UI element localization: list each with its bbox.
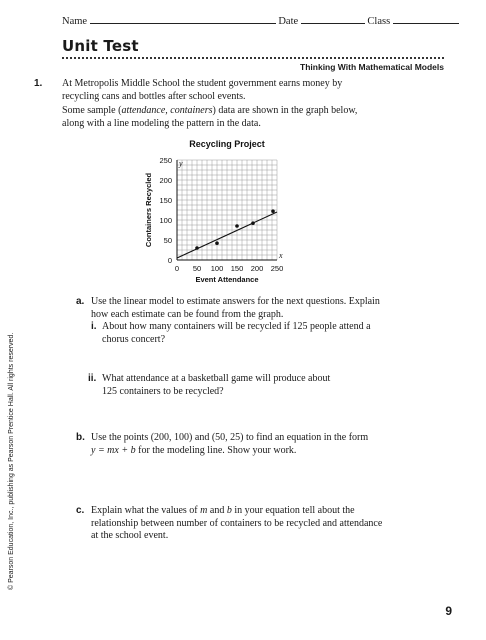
part-a-i-line-2: chorus concert?	[102, 333, 166, 345]
part-a-ii-line-2: 125 containers to be recycled?	[102, 385, 224, 397]
y-axis-label: Containers Recycled	[144, 172, 153, 248]
x-tick-label: 200	[250, 264, 264, 273]
class-field[interactable]	[393, 14, 459, 24]
sample-text-italic: attendance, containers	[121, 105, 213, 116]
part-a-i-text	[102, 321, 452, 346]
var-b: b	[226, 505, 232, 516]
y-tick-label: 200	[159, 176, 172, 185]
part-b-text	[91, 432, 461, 457]
y-tick-label: 0	[167, 256, 172, 265]
x-tick-label: 0	[174, 264, 180, 273]
header-fields	[62, 14, 459, 27]
part-a-i-label: i.	[91, 321, 97, 332]
class-label: Class	[367, 16, 391, 27]
sample-text-b: ) data are shown in the graph below,	[212, 105, 358, 116]
y-tick-label: 250	[159, 156, 172, 165]
page-number: 9	[445, 604, 452, 618]
part-c-line-2: relationship between number of containers to be recycled and attendance	[91, 517, 383, 529]
x-axis-letter: x	[279, 251, 283, 260]
part-a-ii-label: ii.	[88, 373, 97, 384]
part-a-line-2: how each estimate can be found from the graph.	[91, 308, 284, 320]
sample-line-2: along with a line modeling the pattern in the data.	[62, 117, 261, 129]
data-point	[271, 209, 275, 213]
part-b-line-2	[91, 445, 461, 458]
part-b-rest: for the modeling line. Show your work.	[135, 444, 297, 456]
part-a-ii-line-1: What attendance at a basketball game will produce about	[102, 373, 331, 384]
dotted-divider	[62, 57, 444, 59]
part-c-text-b: and	[207, 505, 227, 516]
date-field[interactable]	[301, 14, 365, 24]
intro-line-1: At Metropolis Middle School the student government earns money by	[62, 78, 343, 89]
sample-text-a: Some sample (	[62, 105, 122, 116]
y-tick-label: 100	[159, 216, 172, 225]
part-b-label: b.	[76, 432, 85, 443]
y-axis-letter: y	[179, 159, 183, 168]
sample-line-1	[62, 105, 452, 118]
part-c-label: c.	[76, 505, 85, 516]
part-a-line-1: Use the linear model to estimate answers for the next questions. Explain	[91, 296, 380, 307]
data-point	[251, 221, 255, 225]
problem-intro	[62, 78, 452, 103]
data-point	[235, 224, 239, 228]
recycling-chart	[130, 130, 310, 290]
x-tick-label: 50	[192, 264, 202, 273]
x-tick-label: 150	[230, 264, 244, 273]
part-c-line-1	[91, 505, 471, 518]
name-label: Name	[62, 16, 88, 27]
name-field[interactable]	[90, 14, 276, 24]
part-b-line-1: Use the points (200, 100) and (50, 25) to find an equation in the form	[91, 432, 369, 443]
y-tick-label: 150	[159, 196, 172, 205]
date-label: Date	[278, 16, 299, 27]
var-m: m	[200, 505, 208, 516]
intro-line-2: recycling cans and bottles after school events.	[62, 90, 246, 102]
x-tick-label: 100	[210, 264, 224, 273]
y-tick-label: 50	[163, 236, 172, 245]
problem-sample-text	[62, 105, 452, 130]
data-point	[195, 246, 199, 250]
part-c-text-c: in your equation tell about the	[231, 505, 355, 516]
x-axis-label: Event Attendance	[195, 275, 259, 284]
chart-title: Recycling Project	[189, 139, 265, 149]
part-a-i-line-1: About how many containers will be recycled if 125 people attend a	[102, 321, 371, 332]
equation-form: y = mx + b	[91, 444, 136, 456]
x-tick-label: 250	[270, 264, 284, 273]
part-c-text-a: Explain what the values of	[91, 505, 201, 516]
part-c-line-3: at the school event.	[91, 530, 169, 541]
part-c-text	[91, 505, 471, 543]
unit-subtitle: Thinking With Mathematical Models	[300, 62, 444, 72]
part-a-label: a.	[76, 296, 85, 307]
copyright-note: © Pearson Education, Inc., publishing as Pearson Prentice Hall. All rights reserved.	[8, 332, 15, 590]
problem-number: 1.	[34, 78, 43, 89]
page-title: Unit Test	[62, 37, 139, 55]
part-a-text	[91, 296, 461, 321]
data-point	[215, 241, 219, 245]
part-a-ii-text	[102, 373, 452, 398]
